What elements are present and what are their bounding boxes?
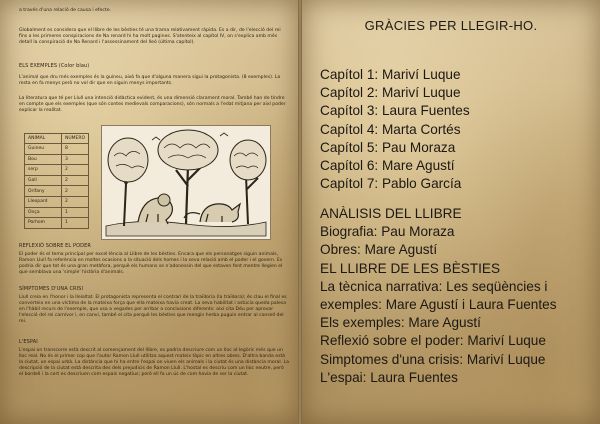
woodcut-fox-lion-illustration bbox=[101, 125, 271, 240]
list-item: Simptomes d'una crisis: Mariví Luque bbox=[320, 351, 546, 367]
table-header: ANIMAL bbox=[25, 134, 62, 144]
table-row bbox=[25, 175, 89, 186]
table-cell: 2 bbox=[62, 175, 89, 186]
list-item: Capítol 7: Pablo García bbox=[320, 176, 462, 192]
right-page bbox=[302, 0, 600, 424]
table-cell: Orifany bbox=[25, 186, 62, 197]
paragraph-exemples-1: L'animal que dru més exemples és la guineu, això fa que d'alguna manera sigui la protagonista. (8 exemples). La resta en fa menys però no vol dir que en siguin menys importants. bbox=[19, 75, 281, 87]
heading-espai: L'ESPAI bbox=[19, 339, 38, 345]
table-row bbox=[25, 207, 89, 218]
paragraph-intro: Globalment es considera que el llibre de les bèsties té una trama relativament ràpida. Es a dir, de l'elecció del rei fins a les primeres conspiracions de Na renard hi ha molt pagines. S'atenteix al capítol IV, on s'explica amb més detall la conspiració de Na Renard i l'assessinament del lleó (última capítol). bbox=[19, 28, 281, 46]
table-row bbox=[25, 196, 89, 207]
table-row bbox=[25, 165, 89, 176]
paragraph-exemples-2: La literatura que té per Llull una intenció didàctica evident, és una dimensió clarament moral. També han de tindre en compte que els exemples (que són contes medievals comparacions), són normals a l'edat mitjana per així poder explicar la realitat. bbox=[19, 96, 286, 114]
table-cell: 8 bbox=[62, 144, 89, 155]
list-item: ANÀLISIS DEL LLIBRE bbox=[320, 206, 462, 221]
list-item: Capítol 3: Laura Fuentes bbox=[320, 103, 470, 119]
table-cell: Onça bbox=[25, 207, 62, 218]
heading-crisi: SÍMPTOMES D'UNA CRISI bbox=[19, 286, 84, 292]
list-item: Capítol 5: Pau Moraza bbox=[320, 139, 456, 155]
table-cell: Gall bbox=[25, 175, 62, 186]
table-cell: 2 bbox=[62, 196, 89, 207]
heading-poder: REFLEXIÓ SOBRE EL PODER bbox=[19, 243, 91, 249]
chapter-credits-list bbox=[320, 66, 470, 193]
table-cell: Bou bbox=[25, 154, 62, 165]
list-item: Capítol 6: Mare Agustí bbox=[320, 158, 455, 174]
page-title: GRÀCIES PER LLEGIR-HO. bbox=[364, 18, 538, 33]
table-cell: 1 bbox=[62, 207, 89, 218]
analysis-credits-list bbox=[320, 205, 557, 387]
woodcut-illustration-drawing bbox=[102, 126, 270, 239]
heading-exemples: ELS EXEMPLES (Color blau) bbox=[19, 63, 90, 69]
table-cell: 2 bbox=[62, 186, 89, 197]
animal-table bbox=[24, 133, 89, 229]
table-header: NÚMERO bbox=[62, 134, 89, 144]
list-item: Capítol 1: Mariví Luque bbox=[320, 67, 461, 82]
list-item: La tècnica narrativa: Les seqüències i bbox=[320, 278, 548, 294]
list-item: Obres: Mare Agustí bbox=[320, 242, 438, 258]
table-cell: 1 bbox=[62, 218, 89, 229]
list-item: Els exemples: Mare Agustí bbox=[320, 315, 481, 331]
table-cell: Guineu bbox=[25, 144, 62, 155]
table-row bbox=[25, 144, 89, 155]
list-item: L'espai: Laura Fuentes bbox=[320, 369, 458, 385]
table-cell: Porhom bbox=[25, 218, 62, 229]
list-item: exemples: Mare Agustí i Laura Fuentes bbox=[320, 297, 557, 313]
paragraph-espai: L'espai on transcorre està descrit al començament del llibre, es podria descriure com un lloc al·legòric més que un lloc real. No és el primer cop que l'autor Ramon Llull utilitza aquest mateix tòpic en altres obres. D'altra banda està la ciutat, un espai urbà. La distància que hi ha entre l'espai on viuen els animals i la ciutat és una distància moral. La descripció de la ciutat està descrita des dels prejudicis de Ramon Llull. L'hostal es descriu com un lloc neutre, però el bordell i la cort es descriuen com espais negatius; però ell fa un ús de com havia de ser la ciutat. bbox=[19, 348, 289, 378]
list-item: EL LLIBRE DE LES BÈSTIES bbox=[320, 260, 501, 276]
table-cell: 3 bbox=[62, 154, 89, 165]
table-row bbox=[25, 154, 89, 165]
left-page bbox=[0, 0, 298, 424]
table-row bbox=[25, 218, 89, 229]
list-item: Capítol 4: Marta Cortés bbox=[320, 121, 461, 137]
paragraph-crisi: Llull creia en l'honor i la lleialtat. El protagonista representa el contrari de la traïdoria (la traïdora); és clau el final es converteix en una víctima de la mateixa força que ella mateixa havia creat. La seva habilitat i astúcia queda palesa en l'hàbil recurs de l'exemple, que usa a vegades per arribar a conclusions diferents: així cita Déu per aprovar l'elecció del rei carnívor i, en canvi, també el cita perquè les bèsties que mengin herba puguin entrar al consell del rei. bbox=[19, 295, 287, 325]
list-item: Capítol 2: Mariví Luque bbox=[320, 85, 461, 101]
list-item: Biografia: Pau Moraza bbox=[320, 224, 455, 240]
table-row bbox=[25, 186, 89, 197]
table-cell: serp bbox=[25, 165, 62, 176]
table-header-row bbox=[25, 134, 89, 144]
list-item: Reflexió sobre el poder: Mariví Luque bbox=[320, 333, 546, 349]
table-cell: Lleopard bbox=[25, 196, 62, 207]
table-cell: 2 bbox=[62, 165, 89, 176]
paragraph-top: a través d'una relació de causa i efecte. bbox=[19, 8, 111, 13]
paragraph-poder: El poder és el tema principal per excel·lència al Llibre de les bèsties. Encara que els personatges siguin animals, Ramon Llull fa referència en moltes ocasions a la situació dels homes i la seva relació amb el poder i el govern. Es podria dir que tot és una gran metàfora, perquè els humans se n'adonessin del que estaven fent mentre llegien el que semblava una 'simple' història d'animals. bbox=[19, 252, 283, 276]
